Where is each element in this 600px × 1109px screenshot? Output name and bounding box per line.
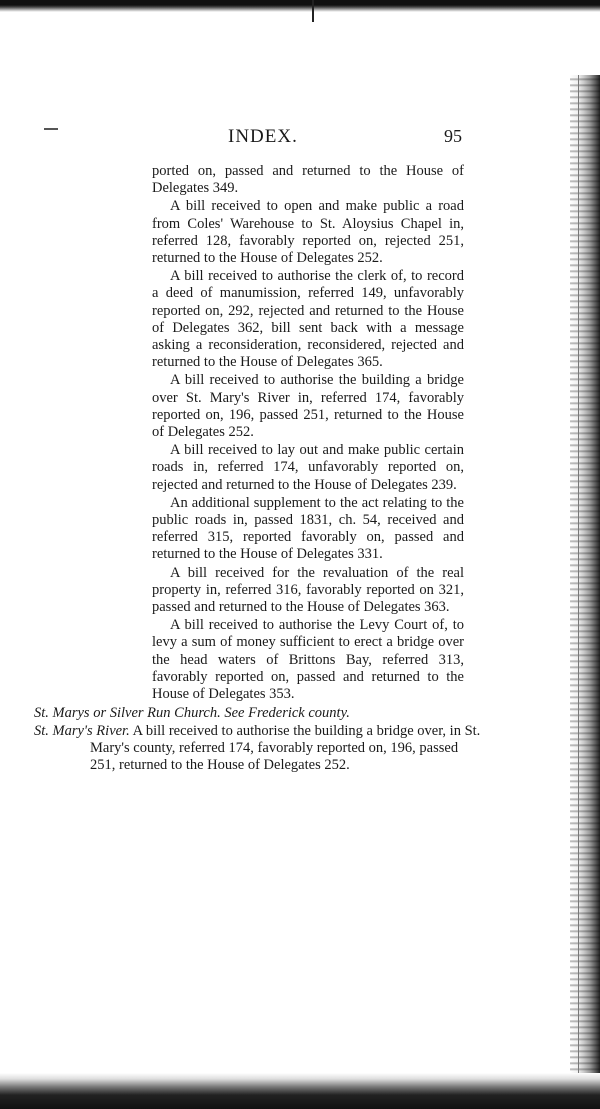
paragraph: A bill received for the revaluation of the real property in, referred 316, favorably reported on 321, passed and returned to the House of Delegates 363. bbox=[152, 564, 464, 616]
entry-cross-reference: See Frederick county. bbox=[224, 705, 350, 722]
scan-bottom-edge bbox=[0, 1073, 600, 1109]
index-entry bbox=[34, 705, 482, 722]
margin-mark bbox=[44, 128, 58, 130]
scan-top-mark bbox=[312, 0, 314, 22]
continued-entry bbox=[152, 163, 464, 703]
entry-heading: St. Mary's River. bbox=[34, 722, 130, 739]
running-head bbox=[150, 126, 462, 152]
entry-heading: St. Marys or Silver Run Church. bbox=[34, 705, 221, 722]
paragraph: A bill received to open and make public a road from Coles' Warehouse to St. Aloysius Chapel in, referred 128, favorably reported on, rejected 251, returned to the House of Delegates 252. bbox=[152, 198, 464, 267]
index-entry bbox=[34, 722, 482, 775]
index-entries bbox=[0, 163, 600, 774]
page-title: INDEX. bbox=[228, 126, 298, 147]
entry-text: A bill received to authorise the building a bridge over, in St. Mary's county, referred 174, favorably reported on, 196, passed 251, returned to the House of Delegates 252. bbox=[90, 722, 481, 773]
paragraph: A bill received to authorise the building a bridge over St. Mary's River in, referred 174, favorably reported on, 196, passed 251, returned to the House of Delegates 252. bbox=[152, 372, 464, 441]
paragraph: A bill received to lay out and make public certain roads in, referred 174, unfavorably reported on, rejected and returned to the House of Delegates 239. bbox=[152, 442, 464, 493]
paragraph: A bill received to authorise the clerk of, to record a deed of manumission, referred 149, unfavorably reported on, 292, rejected and returned to the House of Delegates 362, bill sent back with a message asking a reconsideration, reconsidered, rejected and returned to the House of Delegates 365. bbox=[152, 268, 464, 371]
paragraph: An additional supplement to the act relating to the public roads in, passed 1831, ch. 54, received and referred 315, reported favorably on, passed and returned to the House of Delegates 331. bbox=[152, 494, 464, 563]
paragraph: A bill received to authorise the Levy Court of, to levy a sum of money sufficient to erect a bridge over the head waters of Brittons Bay, referred 313, favorably reported on, passed and returned to the House of Delegates 353. bbox=[152, 617, 464, 703]
paragraph-continuation: ported on, passed and returned to the House of Delegates 349. bbox=[152, 163, 464, 197]
page-number: 95 bbox=[444, 126, 462, 146]
scan-top-edge bbox=[0, 0, 600, 12]
index-entry-list bbox=[34, 705, 482, 774]
